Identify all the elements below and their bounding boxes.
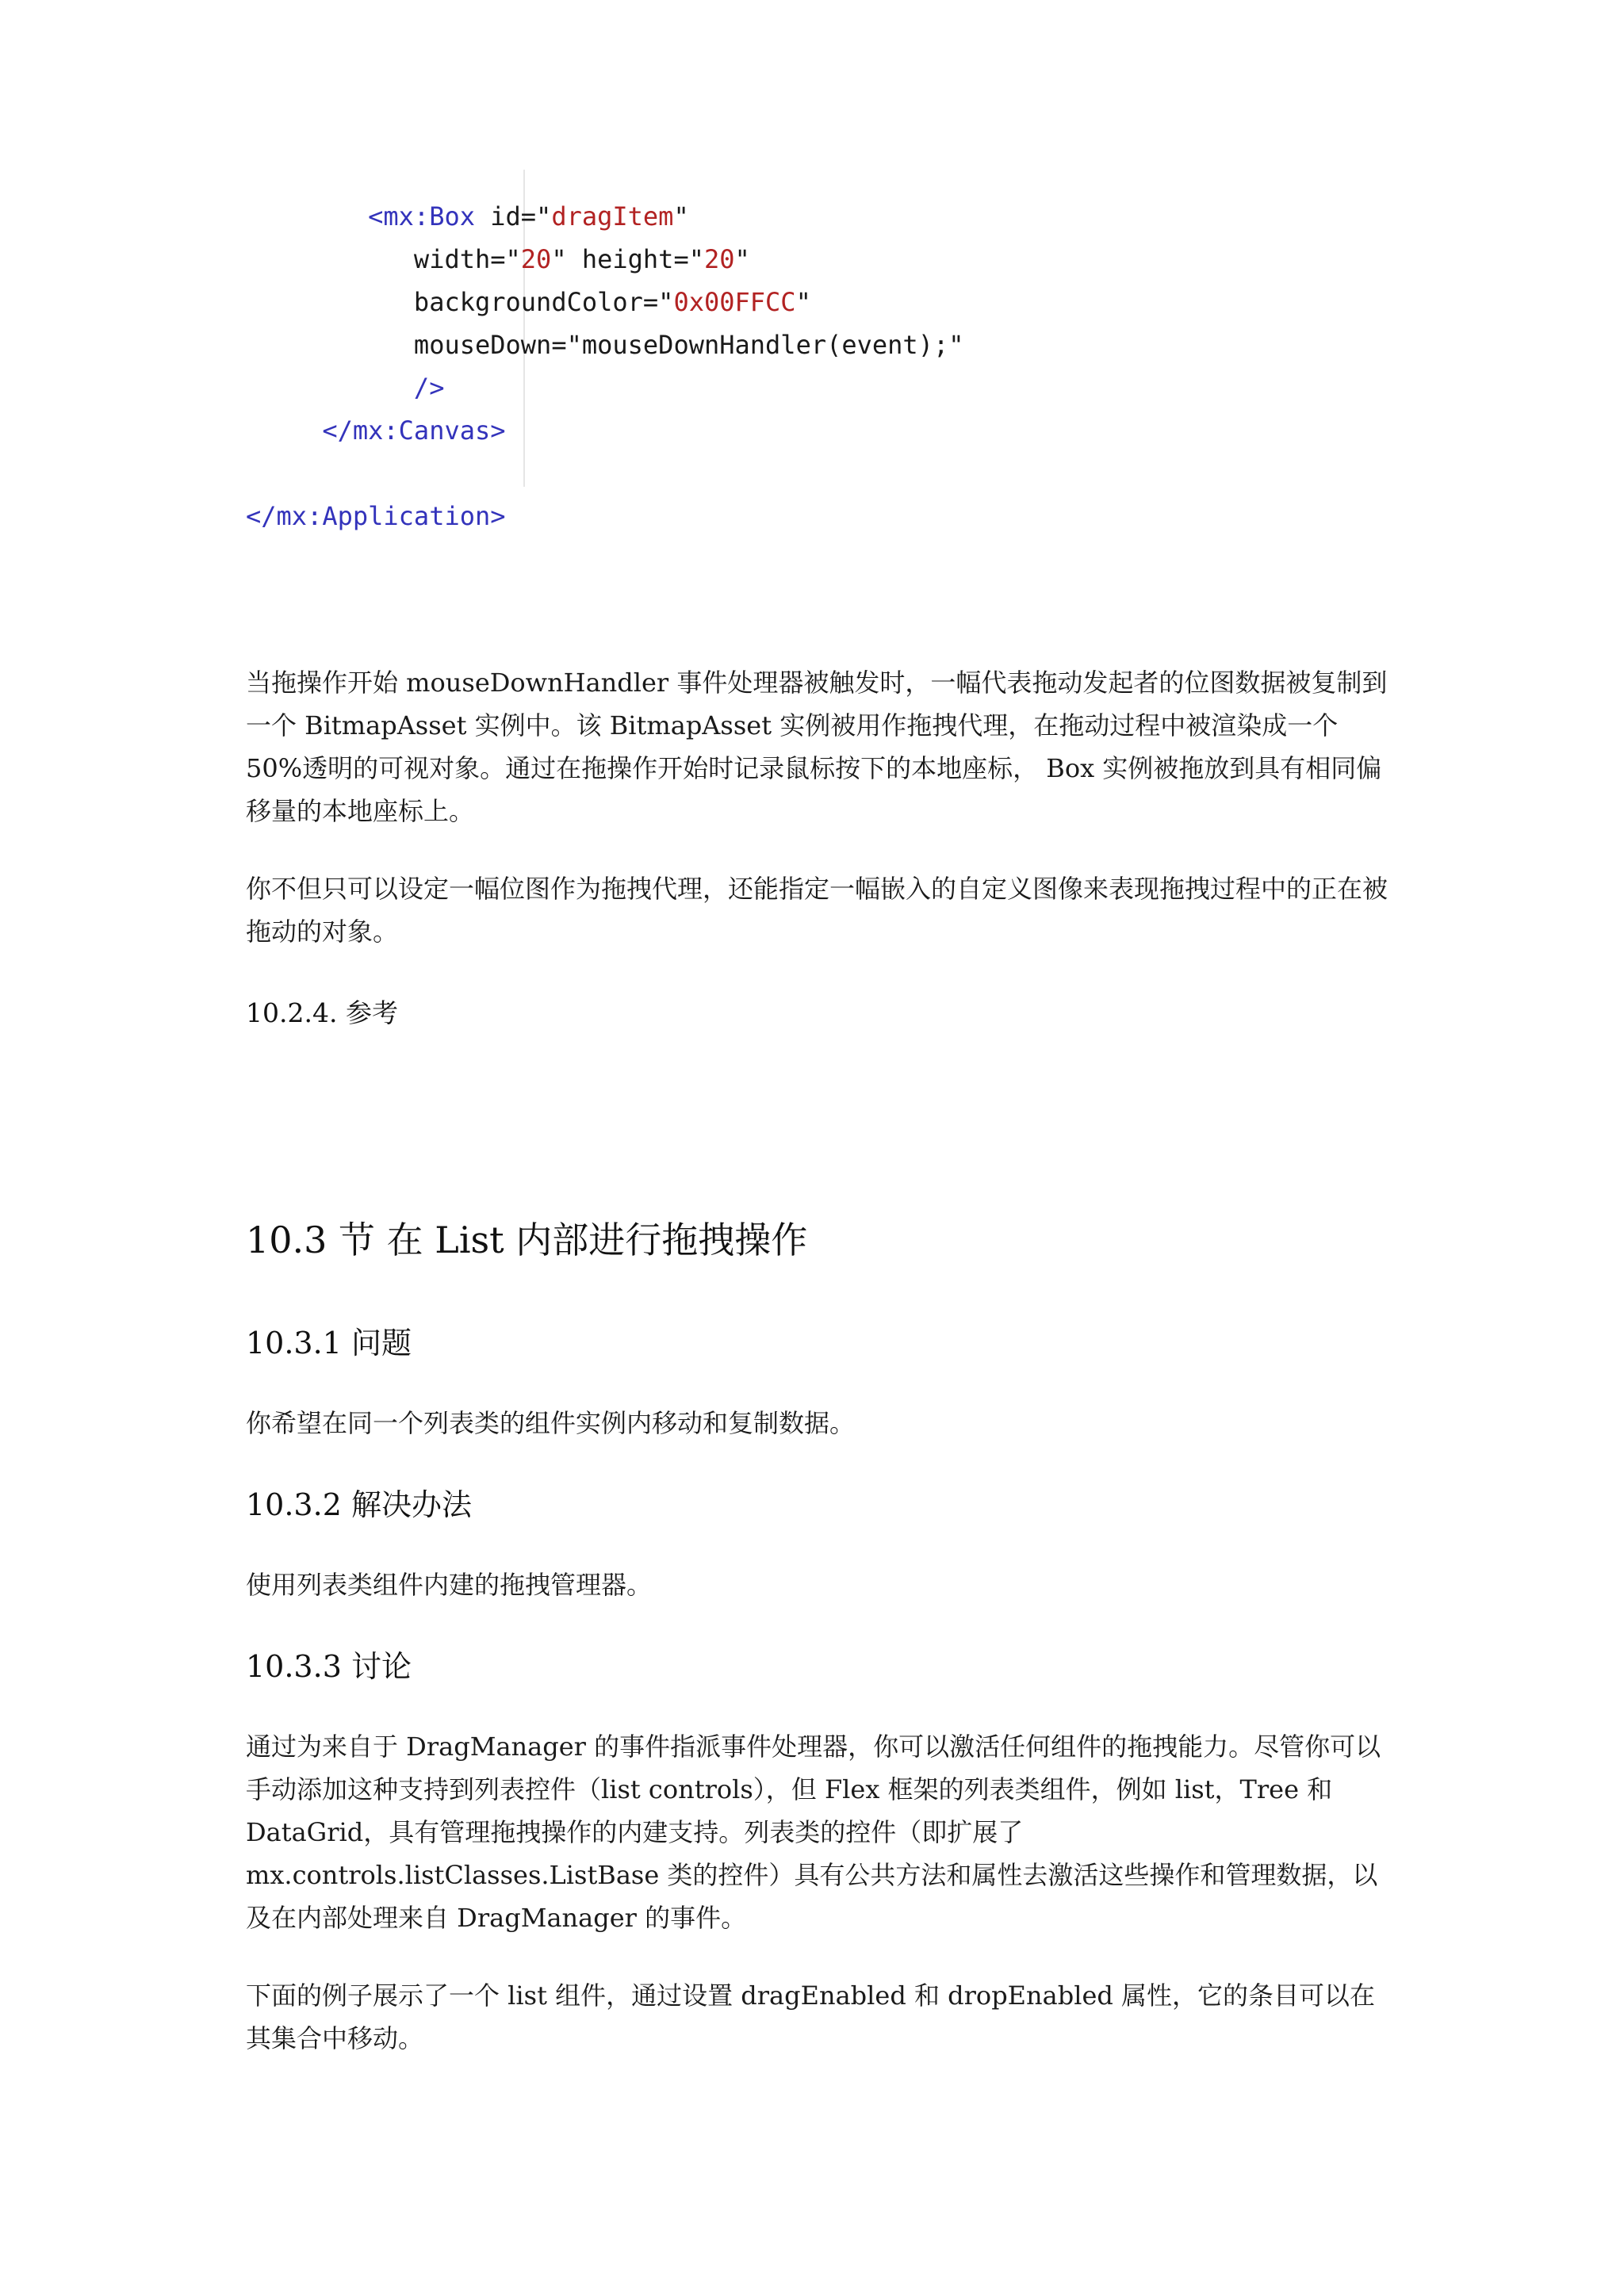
code-line [246,323,963,366]
code-line [246,495,963,538]
code-line [246,409,963,452]
section-heading: 10.3 节 在 List 内部进行拖拽操作 [246,1219,808,1261]
code-line [246,452,963,495]
heading-discussion: 10.3.3 讨论 [246,1649,412,1684]
code-value: 20 [520,244,552,274]
code-value: 20 [703,244,735,274]
paragraph-problem: 你希望在同一个列表类的组件实例内移动和复制数据。 [246,1408,856,1438]
paragraph-custom-image: 你不但只可以设定一幅位图作为拖拽代理，还能指定一幅嵌入的自定义图像来表现拖拽过程中的正在被拖动的对象。 [246,874,1388,947]
code-tag: /> [413,373,445,403]
paragraph-drag-proxy: 当拖操作开始 mouseDownHandler 事件处理器被触发时，一幅代表拖动发起者的位图数据被复制到一个 BitmapAsset 实例中。该 BitmapAsset 实例被用作拖拽代理，在拖动过程中被渲染成一个 50%透明的可视对象。通过在拖操作开始时记录鼠标按下的本地座标， Box 实例被拖放到具有相同偏移量的本地座标上。 [246,668,1388,826]
code-text: mouseDown="mouseDownHandler(event);" [413,330,964,360]
heading-solution: 10.3.2 解决办法 [246,1487,472,1522]
code-value: dragItem [551,201,674,232]
code-line [246,281,963,323]
code-text: backgroundColor=" [413,287,674,317]
code-line [246,366,963,409]
code-text: " [795,287,811,317]
code-value: 0x00FFCC [673,287,796,317]
paragraph-discussion: 通过为来自于 DragManager 的事件指派事件处理器，你可以激活任何组件的拖拽能力。尽管你可以手动添加这种支持到列表控件（list controls），但 Flex 框架的列表类组件，例如 list，Tree 和 DataGrid，具有管理拖拽操作的内建支持。列表类的控件（即扩展了 mx.controls.listClasses.ListBase 类的控件）具有公共方法和属性去激活这些操作和管理数据，以及在内部处理来自 DragManager 的事件。 [246,1732,1381,1933]
heading-problem: 10.3.1 问题 [246,1326,412,1360]
code-line [246,195,963,238]
code-text: id=" [474,201,552,232]
code-text: " [734,244,750,274]
code-block [246,195,963,538]
paragraph-list-example: 下面的例子展示了一个 list 组件，通过设置 dragEnabled 和 dropEnabled 属性，它的条目可以在其集合中移动。 [246,1980,1376,2053]
code-line [246,238,963,281]
code-tag: </mx:Canvas> [322,415,506,446]
code-tag: <mx:Box [368,201,475,232]
code-text: " height=" [551,244,704,274]
heading-reference: 10.2.4. 参考 [246,997,398,1028]
code-tag: </mx:Application> [246,501,506,531]
code-text: width=" [413,244,521,274]
code-text: " [673,201,689,232]
paragraph-solution: 使用列表类组件内建的拖拽管理器。 [246,1570,653,1600]
